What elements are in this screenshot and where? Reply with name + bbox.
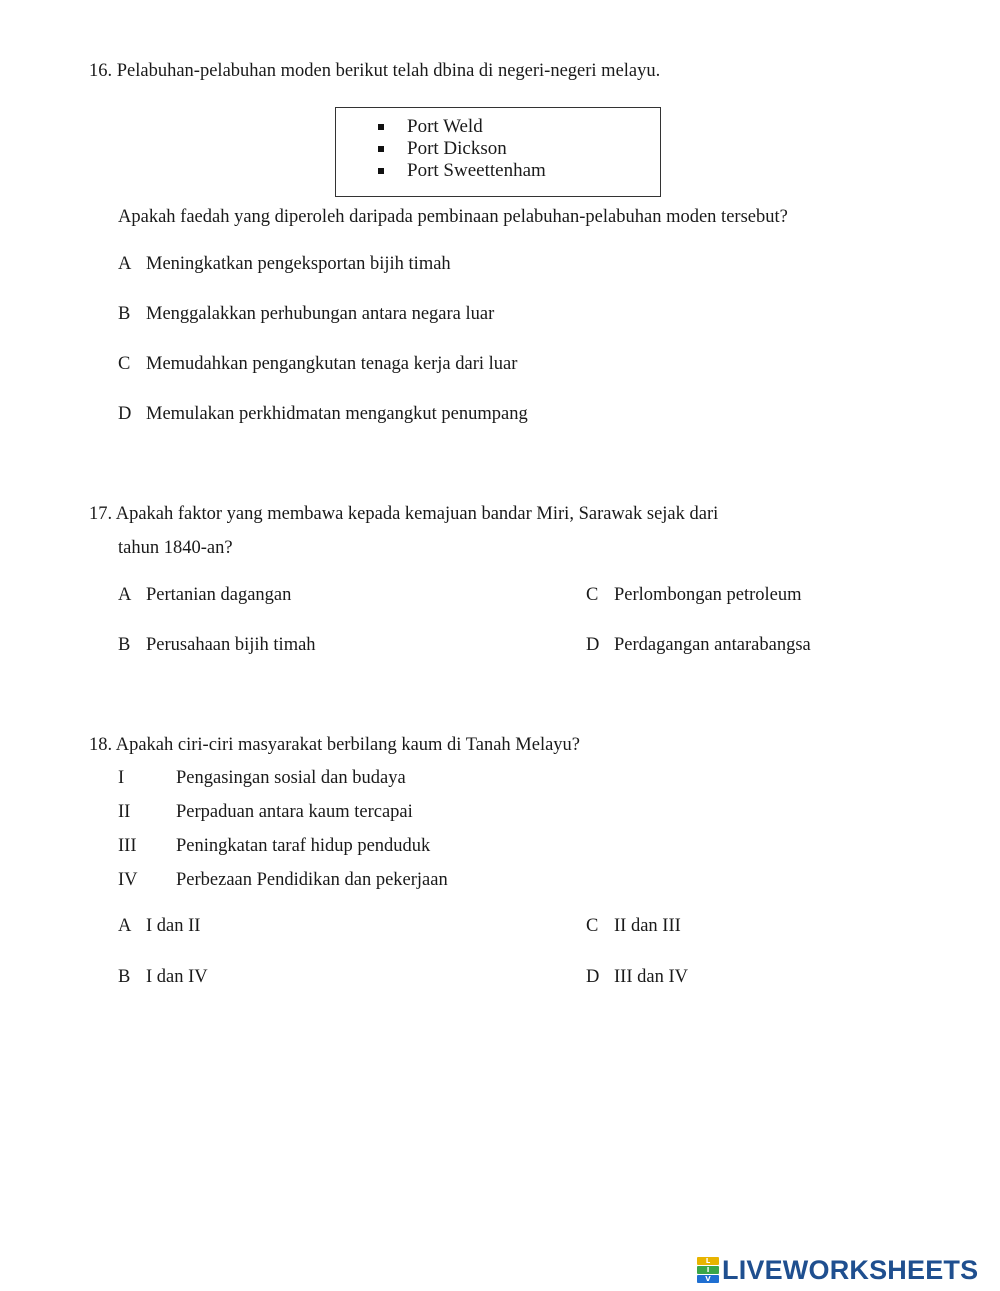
q17-option-a[interactable] xyxy=(118,585,291,606)
option-letter: B xyxy=(118,967,131,987)
q17-option-c[interactable] xyxy=(586,585,802,606)
option-letter: D xyxy=(586,967,600,987)
option-text: Perusahaan bijih timah xyxy=(146,635,316,655)
option-text: Meningkatkan pengeksportan bijih timah xyxy=(146,254,451,274)
option-text: Memulakan perkhidmatan mengangkut penumpang xyxy=(146,404,528,424)
option-text: Perdagangan antarabangsa xyxy=(614,635,811,655)
q18-option-b[interactable] xyxy=(118,967,208,988)
option-text: Pertanian dagangan xyxy=(146,585,292,605)
logo-block: L xyxy=(697,1257,719,1265)
q16-option-c[interactable] xyxy=(118,354,517,375)
q17-option-d[interactable] xyxy=(586,635,811,656)
q16-option-a[interactable] xyxy=(118,254,451,275)
liveworksheets-logo xyxy=(697,1255,978,1285)
option-letter: C xyxy=(586,585,599,605)
q18-stem: 18. Apakah ciri-ciri masyarakat berbilang kaum di Tanah Melayu? xyxy=(89,735,581,755)
q16-option-d[interactable] xyxy=(118,404,528,425)
statement-numeral: IV xyxy=(118,870,138,890)
bullet-square-icon xyxy=(378,168,384,174)
q17-option-b[interactable] xyxy=(118,635,316,656)
statement-text: Perpaduan antara kaum tercapai xyxy=(176,802,413,822)
bullet-square-icon xyxy=(378,124,384,130)
statement-numeral: I xyxy=(118,768,125,788)
option-letter: C xyxy=(586,916,599,936)
option-text: II dan III xyxy=(614,916,681,936)
option-letter: D xyxy=(118,404,132,424)
q17-stem-line1: 17. Apakah faktor yang membawa kepada kemajuan bandar Miri, Sarawak sejak dari xyxy=(89,504,719,524)
option-text: III dan IV xyxy=(614,967,688,987)
liveworksheets-blocks-icon xyxy=(697,1257,719,1283)
q18-option-a[interactable] xyxy=(118,916,200,937)
port-name: Port Sweettenham xyxy=(407,160,546,181)
statement-text: Peningkatan taraf hidup penduduk xyxy=(176,836,431,856)
option-text: I dan IV xyxy=(146,967,208,987)
option-letter: A xyxy=(118,916,132,936)
q16-question: Apakah faedah yang diperoleh daripada pembinaan pelabuhan-pelabuhan moden tersebut? xyxy=(118,207,788,227)
q17-stem-line2: tahun 1840-an? xyxy=(118,538,233,558)
statement-numeral: II xyxy=(118,802,131,822)
q16-port-list-box xyxy=(335,107,661,197)
port-name: Port Dickson xyxy=(407,138,507,159)
option-letter: B xyxy=(118,304,131,324)
logo-block: I xyxy=(697,1266,719,1274)
statement-numeral: III xyxy=(118,836,137,856)
option-text: I dan II xyxy=(146,916,201,936)
option-letter: B xyxy=(118,635,131,655)
port-name: Port Weld xyxy=(407,116,483,137)
q18-option-d[interactable] xyxy=(586,967,688,988)
q18-option-c[interactable] xyxy=(586,916,681,937)
q16-option-b[interactable] xyxy=(118,304,494,325)
logo-block: V xyxy=(697,1275,719,1283)
option-letter: A xyxy=(118,254,132,274)
option-letter: D xyxy=(586,635,600,655)
option-text: Menggalakkan perhubungan antara negara luar xyxy=(146,304,495,324)
logo-text: LIVEWORKSHEETS xyxy=(722,1254,979,1285)
statement-text: Perbezaan Pendidikan dan pekerjaan xyxy=(176,870,448,890)
bullet-square-icon xyxy=(378,146,384,152)
option-text: Memudahkan pengangkutan tenaga kerja dari luar xyxy=(146,354,518,374)
option-letter: A xyxy=(118,585,132,605)
q16-stem: 16. Pelabuhan-pelabuhan moden berikut telah dbina di negeri-negeri melayu. xyxy=(89,61,661,81)
option-text: Perlombongan petroleum xyxy=(614,585,802,605)
option-letter: C xyxy=(118,354,131,374)
statement-text: Pengasingan sosial dan budaya xyxy=(176,768,406,788)
